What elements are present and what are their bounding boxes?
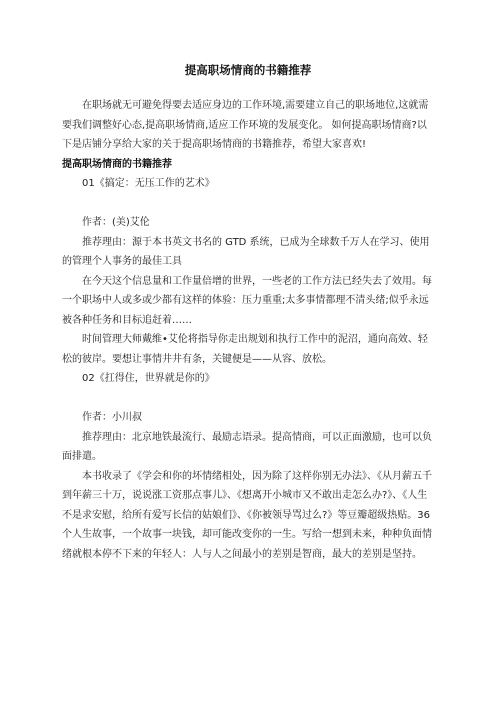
book-2-author: 作者：小川叔 (82, 412, 142, 423)
book-2-reason: 推荐理由：北京地铁最流行、最励志语录。提高情商，可以正面激励，也可以负面排遣。 (62, 431, 432, 462)
book-2-description: 本书收录了《学会和你的坏情绪相处，因为除了这样你别无办法》、《从月薪五千到年薪三十万，说说涨工资那点事儿》、《想离开小城市又不敢出走怎么办?》、《人生不是求安慰，给所有爱写长信的姑娘们》、《你被领导骂过么?》等豆瓣超级热贴。36 个人生故事，一个故事一块钱，却可能改变你的一生。写给一想到未来，种种负面情绪就根本停不下来的年轻人：人与人之间最小的差别是智商，最大的差别是坚持。 (62, 470, 432, 560)
section-heading: 提高职场情商的书籍推荐 (62, 158, 172, 170)
book-1-reason: 推荐理由：源于本书英文书名的 GTD 系统，已成为全球数千万人在学习、使用的管理个人事务的最佳工具 (62, 236, 430, 267)
book-1-author: 作者：(美)艾伦 (82, 217, 150, 228)
book-1-title: 01《搞定：无压工作的艺术》 (82, 178, 215, 189)
book-1-description-2: 时间管理大师戴维•艾伦将指导你走出规划和执行工作中的泥沼，通向高效、轻松的彼岸。要想让事情井井有条，关键便是——从容、放松。 (62, 334, 428, 365)
article-body (62, 96, 436, 564)
blank-line (62, 389, 436, 409)
book-2-title: 02《扛得住，世界就是你的》 (82, 373, 215, 384)
intro-paragraph: 在职场就无可避免得要去适应身边的工作环境,需要建立自己的职场地位,这就需要我们调整好心态,提高职场情商,适应工作环境的发展变化。 如何提高职场情商?以下是店铺分享给大家的关于提高职场情商的书籍推荐，希望大家喜欢! (62, 100, 429, 150)
blank-line (62, 194, 436, 214)
page-title: 提高职场情商的书籍推荐 (184, 63, 312, 77)
book-1-description: 在今天这个信息量和工作量倍增的世界，一些老的工作方法已经失去了效用。每一个职场中人或多或少都有这样的体验：压力重重;太多事情都理不清头绪;似乎永远被各种任务和目标追赶着…… (62, 275, 432, 326)
